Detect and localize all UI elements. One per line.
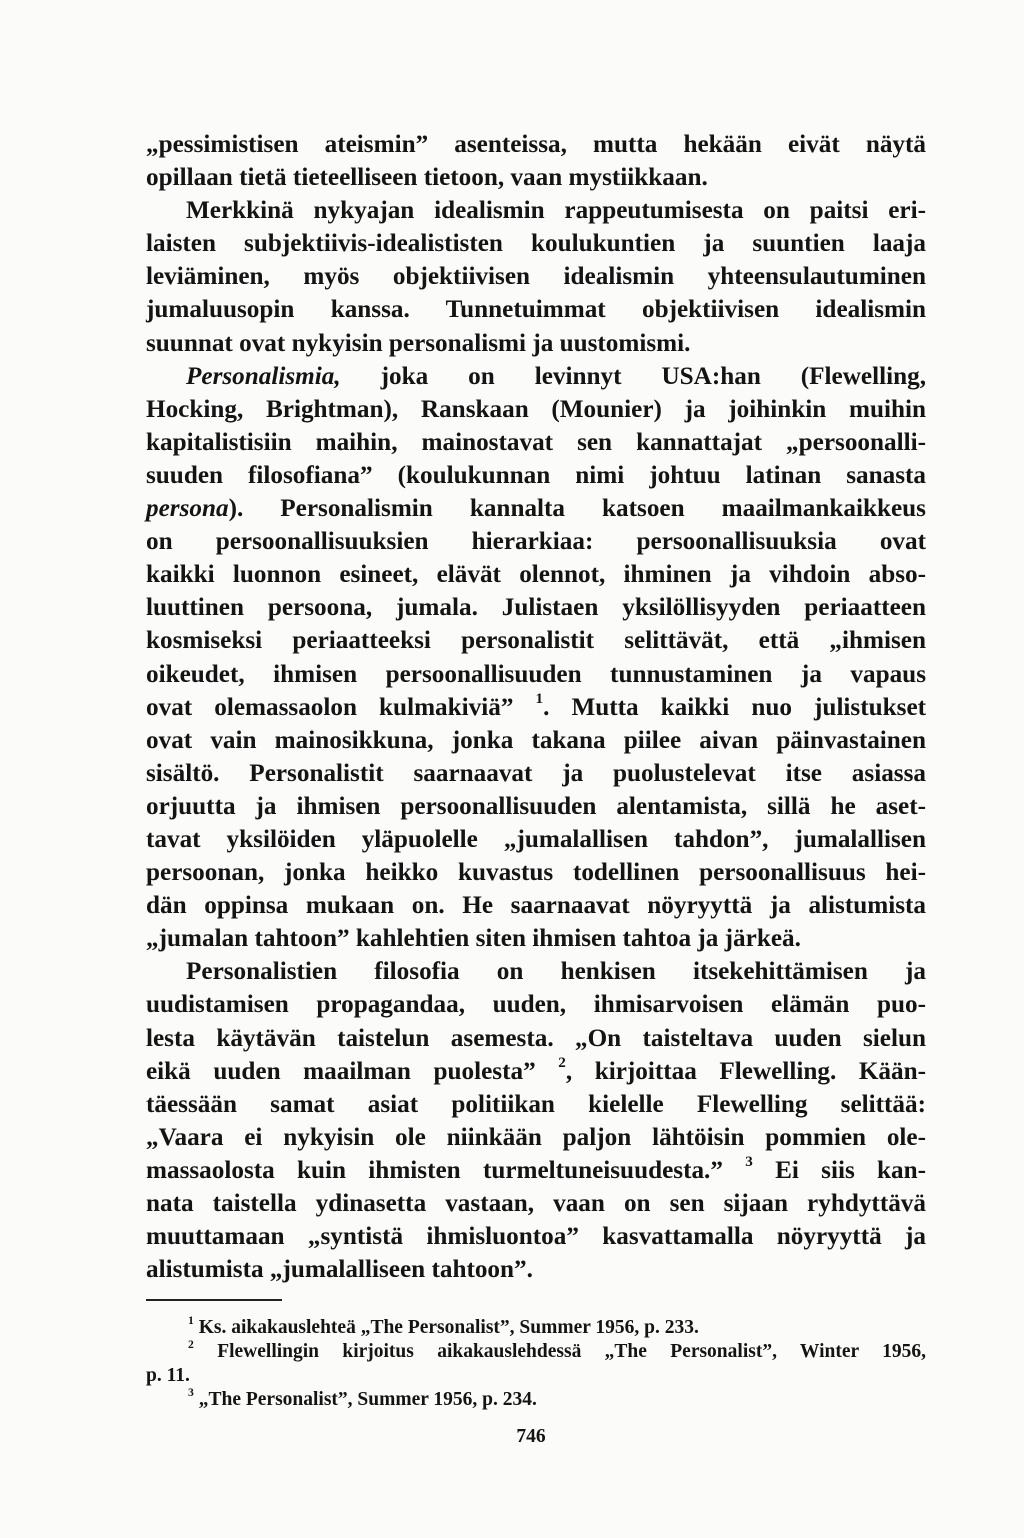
- text-line: persona). Personalismin kannalta katsoen maailmankaikkeus: [146, 495, 926, 523]
- text-line: „jumalan tahtoon” kahlehtien siten ihmisen tahtoa ja järkeä.: [146, 925, 801, 953]
- footnote-divider: [146, 1299, 282, 1301]
- text-line: Personalismia, joka on levinnyt USA:han (Flewelling,: [186, 362, 926, 390]
- footnote-marker: 1: [188, 1313, 194, 1327]
- main-text: [146, 128, 926, 1286]
- text-line: laisten subjektiivis-idealististen koulukuntien ja suuntien laaja: [146, 230, 926, 258]
- page-number: 746: [516, 1426, 546, 1447]
- text-line: ovat olemassaolon kulmakiviä” $^1$. Mutta kaikki nuo julistukset: [146, 690, 927, 721]
- text-line: „Vaara ei nykyisin ole niinkään paljon lähtöisin pommien ole-: [146, 1123, 926, 1151]
- text-line: jumaluusopin kanssa. Tunnetuimmat objektiivisen idealismin: [146, 296, 926, 324]
- italic-term: persona: [146, 495, 229, 523]
- text-line: on persoonallisuuksien hierarkiaa: persoonallisuuksia ovat: [146, 528, 926, 556]
- text-line: täessään samat asiat politiikan kielelle Flewelling selittää:: [146, 1090, 926, 1118]
- text-line: persoonan, jonka heikko kuvastus todellinen persoonallisuus hei-: [146, 859, 926, 887]
- footnote: $^2$ Flewellingin kirjoitus aikakauslehdessä „The Personalist”, Winter 1956,: [188, 1337, 926, 1362]
- text-line: uudistamisen propagandaa, uuden, ihmisarvoisen elämän puo-: [146, 991, 926, 1019]
- footnote-ref: 3: [745, 1154, 753, 1171]
- text-line: suuden filosofiana” (koulukunnan nimi johtuu latinan sanasta: [146, 461, 926, 489]
- text-line: leviäminen, myös objektiivisen idealismin yhteensulautuminen: [146, 263, 926, 291]
- footnote: $^3$ „The Personalist”, Summer 1956, p. 234.: [188, 1385, 537, 1410]
- footnote-ref: 1: [535, 690, 544, 707]
- text-line: Hocking, Brightman), Ranskaan (Mounier) ja joihinkin muihin: [146, 395, 926, 423]
- text-line: opillaan tietä tieteelliseen tietoon, vaan mystiikkaan.: [146, 164, 708, 192]
- footnote-marker: 3: [188, 1385, 194, 1399]
- text-line: massaolosta kuin ihmisten turmeltuneisuudesta.” $^3$ Ei siis kan-: [146, 1154, 927, 1184]
- text-line: alistumista „jumalalliseen tahtoon”.: [146, 1256, 533, 1284]
- text-line: tavat yksilöiden yläpuolelle „jumalallisen tahdon”, jumalallisen: [146, 825, 926, 853]
- footnote-ref: 2: [558, 1054, 566, 1071]
- footnote: $^1$ Ks. aikakauslehteä „The Personalist”, Summer 1956, p. 233.: [188, 1313, 699, 1338]
- text-line: ovat vain mainosikkuna, jonka takana piilee aivan päinvastainen: [146, 726, 926, 754]
- text-line: „pessimistisen ateismin” asenteissa, mutta hekään eivät näytä: [146, 131, 926, 158]
- text-line: lesta käytävän taistelun asemesta. „On taisteltava uuden sielun: [146, 1024, 926, 1052]
- text-line: luuttinen persoona, jumala. Julistaen yksilöllisyyden periaatteen: [146, 594, 926, 622]
- text-line: eikä uuden maailman puolesta” $^2$, kirjoittaa Flewelling. Kään-: [146, 1054, 927, 1085]
- footnotes: [146, 1313, 926, 1412]
- text-line: muuttamaan „syntistä ihmisluontoa” kasvattamalla nöyryyttä ja: [146, 1223, 926, 1251]
- text-line: suunnat ovat nykyisin personalismi ja uustomismi.: [146, 329, 691, 357]
- text-line: kapitalistisiin maihin, mainostavat sen kannattajat „persoonalli-: [146, 428, 926, 456]
- text-line: oikeudet, ihmisen persoonallisuuden tunnustaminen ja vapaus: [146, 660, 926, 688]
- italic-term: Personalismia,: [186, 362, 341, 390]
- text-line: dän oppinsa mukaan on. He saarnaavat nöyryyttä ja alistumista: [146, 892, 926, 920]
- footnote-marker: 2: [188, 1337, 194, 1351]
- text-line: orjuutta ja ihmisen persoonallisuuden alentamista, sillä he aset-: [146, 792, 926, 820]
- text-line: nata taistella ydinasetta vastaan, vaan on sen sijaan ryhdyttävä: [146, 1190, 926, 1217]
- text-line: kaikki luonnon esineet, elävät olennot, ihminen ja vihdoin abso-: [146, 561, 926, 589]
- text-line: kosmiseksi periaatteeksi personalistit selittävät, että „ihmisen: [146, 627, 926, 655]
- text-line: Merkkinä nykyajan idealismin rappeutumisesta on paitsi eri-: [186, 197, 926, 225]
- text-line: sisältö. Personalistit saarnaavat ja puolustelevat itse asiassa: [146, 759, 926, 787]
- text-line: Personalistien filosofia on henkisen itsekehittämisen ja: [186, 958, 926, 986]
- footnote-continuation: p. 11.: [146, 1365, 190, 1386]
